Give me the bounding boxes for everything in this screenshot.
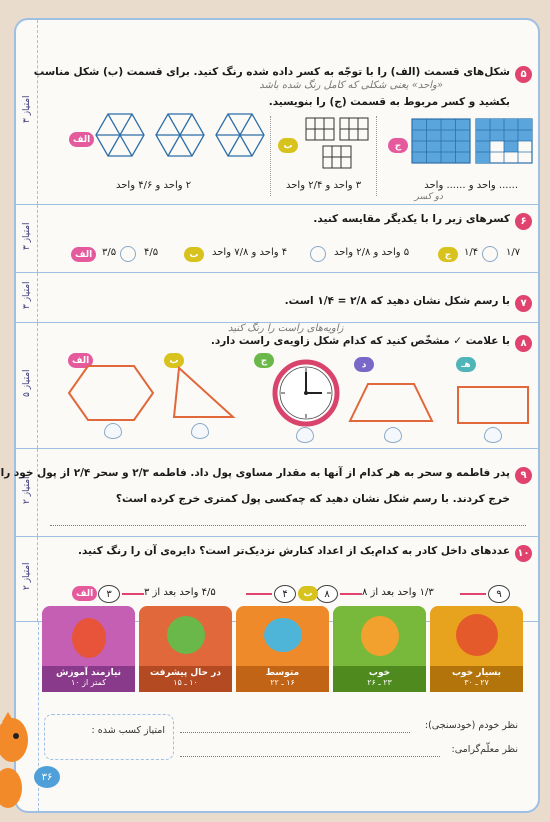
rating-band bbox=[236, 666, 329, 692]
tag-item-b: ب bbox=[184, 247, 204, 262]
rating-needs-training bbox=[42, 606, 135, 692]
score-column bbox=[16, 323, 38, 448]
rating-very-good bbox=[430, 606, 523, 692]
arrow bbox=[460, 593, 486, 595]
rating-band bbox=[430, 666, 523, 692]
handwritten-note: «واحد» یعنی شکلی که کامل رنگ شده باشد bbox=[259, 80, 443, 91]
rating-average bbox=[236, 606, 329, 692]
question-text: عددهای داخل کادر به کدام‌یک از اعداد کنارش نزدیک‌تر است؟ دایره‌ی آن را رنگ کنید. bbox=[78, 545, 510, 557]
square-grid-figure bbox=[304, 116, 372, 174]
question-number: ۷ bbox=[515, 295, 532, 312]
part-c-handwriting: دو کسر bbox=[414, 192, 443, 202]
answer-line[interactable] bbox=[50, 525, 526, 526]
question-6 bbox=[16, 205, 538, 273]
clock-icon bbox=[272, 359, 340, 427]
question-8 bbox=[16, 323, 538, 449]
trapezoid-shape bbox=[348, 381, 434, 423]
question-text-line1: شکل‌های قسمت (الف) را با توجّه به کسر داده شده رنگ کنید. برای قسمت (ب) شکل مناسب bbox=[33, 66, 510, 78]
compare-circle[interactable] bbox=[120, 246, 136, 262]
tag-part-b: ب bbox=[278, 138, 298, 153]
rating-label: در حال پیشرفت bbox=[150, 668, 221, 678]
rectangle-shape bbox=[456, 385, 530, 425]
part-a-label: ۲ واحد و ۴/۶ واحد bbox=[116, 180, 192, 191]
chain-b-label: ۱/۳ واحد بعد از ۸ bbox=[362, 587, 434, 598]
rating-band bbox=[333, 666, 426, 692]
teacher-comment-label: نظر معلّم‌گرامی: bbox=[451, 744, 518, 755]
rating-band bbox=[139, 666, 232, 692]
page-number: ۳۶ bbox=[34, 766, 60, 788]
question-number: ۱۰ bbox=[515, 545, 532, 562]
answer-drop[interactable] bbox=[384, 427, 402, 443]
score-column bbox=[16, 205, 38, 272]
tag-shape-c: ج bbox=[254, 353, 274, 368]
rating-band bbox=[42, 666, 135, 692]
answer-drop[interactable] bbox=[484, 427, 502, 443]
tag-part-c: ج bbox=[388, 138, 408, 153]
grid-figure-1 bbox=[411, 118, 471, 164]
tag-a: الف bbox=[72, 586, 97, 601]
item-b-right: ۵ واحد و ۲/۸ واحد bbox=[334, 247, 410, 258]
rating-progressing bbox=[139, 606, 232, 692]
rating-label: بسیار خوب bbox=[451, 668, 502, 678]
tag-shape-d: د bbox=[354, 357, 374, 372]
mascot-icon bbox=[167, 616, 205, 654]
arrow bbox=[246, 593, 272, 595]
hexagon-figures bbox=[94, 112, 269, 158]
cat-mascot-icon bbox=[0, 700, 36, 810]
tag-part-a: الف bbox=[69, 132, 94, 147]
hexagon-shape bbox=[66, 363, 156, 423]
answer-drop[interactable] bbox=[296, 427, 314, 443]
self-assessment-line[interactable] bbox=[180, 732, 410, 733]
rating-range: ۲۳ ـ ۲۶ bbox=[367, 678, 392, 687]
item-c-right: ۱/۷ bbox=[506, 247, 521, 258]
item-a-right: ۴/۵ bbox=[144, 247, 159, 258]
rating-range: ۱۶ ـ ۲۲ bbox=[270, 678, 295, 687]
score-label: ۲ امتیاز bbox=[22, 562, 32, 590]
answer-drop[interactable] bbox=[191, 423, 209, 439]
question-5 bbox=[16, 20, 538, 205]
tag-shape-e: هـ bbox=[456, 357, 476, 372]
question-7 bbox=[16, 273, 538, 323]
self-assessment-label: نظر خودم (خودسنجی): bbox=[424, 720, 518, 731]
rating-label: متوسط bbox=[265, 668, 300, 678]
tag-b: ب bbox=[298, 586, 318, 601]
question-number: ۵ bbox=[515, 66, 532, 83]
grid-figure-2 bbox=[475, 118, 533, 164]
tag-shape-a: الف bbox=[68, 353, 93, 368]
question-9 bbox=[0, 449, 538, 537]
mascot-icon bbox=[456, 614, 498, 656]
question-text-line2: خرج کردند. با رسم شکل نشان دهید که چه‌کسی پول کمتری خرج کرده است؟ bbox=[115, 493, 510, 505]
question-text: با رسم شکل نشان دهید که ۲/۸ = ۱/۴ است. bbox=[284, 295, 510, 307]
arrow bbox=[122, 593, 144, 595]
chain-a-label: ۴/۵ واحد بعد از ۳ bbox=[144, 587, 216, 598]
question-number: ۶ bbox=[515, 213, 532, 230]
score-column bbox=[16, 20, 38, 204]
teacher-comment-line[interactable] bbox=[180, 756, 440, 757]
rating-label: خوب bbox=[368, 668, 391, 678]
rating-range: کمتر از ۱۰ bbox=[70, 678, 107, 687]
question-number: ۹ bbox=[515, 467, 532, 484]
rating-scale bbox=[42, 600, 522, 700]
question-text: با علامت ✓ مشخّص کنید که کدام شکل زاویه‌ی راست دارد. bbox=[210, 335, 510, 347]
part-b-label: ۳ واحد و ۲/۴ واحد bbox=[286, 180, 362, 191]
question-number: ۸ bbox=[515, 335, 532, 352]
compare-circle[interactable] bbox=[310, 246, 326, 262]
handwritten-note: زاویه‌های راست را رنگ کنید bbox=[228, 323, 344, 334]
score-column bbox=[16, 449, 38, 536]
score-column bbox=[16, 273, 38, 322]
earned-score-box bbox=[44, 714, 174, 760]
rating-good bbox=[333, 606, 426, 692]
score-label: ۲ امتیاز bbox=[22, 475, 32, 504]
mascot-icon bbox=[361, 616, 399, 656]
score-label: ۳ امتیاز bbox=[22, 221, 32, 250]
item-b-left: ۴ واحد و ۷/۸ واحد bbox=[212, 247, 288, 258]
rating-range: ۲۷ ـ ۳۰ bbox=[464, 678, 489, 687]
tag-shape-b: ب bbox=[164, 353, 184, 368]
option-circle[interactable]: ۹ bbox=[488, 585, 510, 603]
answer-drop[interactable] bbox=[104, 423, 122, 439]
question-text-line2: بکشید و کسر مربوط به قسمت (ج) را بنویسید. bbox=[268, 96, 510, 108]
tag-item-a: الف bbox=[71, 247, 96, 262]
item-c-left: ۱/۴ bbox=[464, 247, 479, 258]
right-triangle-shape bbox=[171, 365, 236, 420]
arrow bbox=[340, 593, 362, 595]
compare-circle[interactable] bbox=[482, 246, 498, 262]
rating-label: نیازمند آموزش bbox=[55, 668, 122, 678]
question-text-line1: پدر فاطمه و سحر به هر کدام از آنها به مقدار مساوی پول داد. فاطمه ۲/۳ و سحر ۲/۴ از پول خود را bbox=[0, 467, 510, 479]
option-circle[interactable]: ۴ bbox=[274, 585, 296, 603]
question-text: کسرهای زیر را با یکدیگر مقایسه کنید. bbox=[313, 213, 510, 225]
mascot-icon bbox=[264, 618, 302, 652]
score-column bbox=[16, 537, 38, 621]
mascot-icon bbox=[72, 618, 106, 658]
item-a-left: ۳/۵ bbox=[102, 247, 117, 258]
option-circle[interactable]: ۸ bbox=[316, 585, 338, 603]
rating-range: ۱۰ ـ ۱۵ bbox=[173, 678, 198, 687]
score-label: ۳ امتیاز bbox=[22, 280, 32, 309]
separator bbox=[376, 116, 377, 196]
part-c-answer: ...... واحد و ...... واحد bbox=[424, 180, 518, 191]
option-circle[interactable]: ۳ bbox=[98, 585, 120, 603]
tag-item-c: ج bbox=[438, 247, 458, 262]
score-label: ۳ امتیاز bbox=[22, 95, 32, 123]
separator bbox=[270, 116, 271, 196]
score-label: ۵ امتیاز bbox=[22, 368, 32, 397]
earned-score-label: امتیاز کسب شده : bbox=[91, 725, 165, 736]
